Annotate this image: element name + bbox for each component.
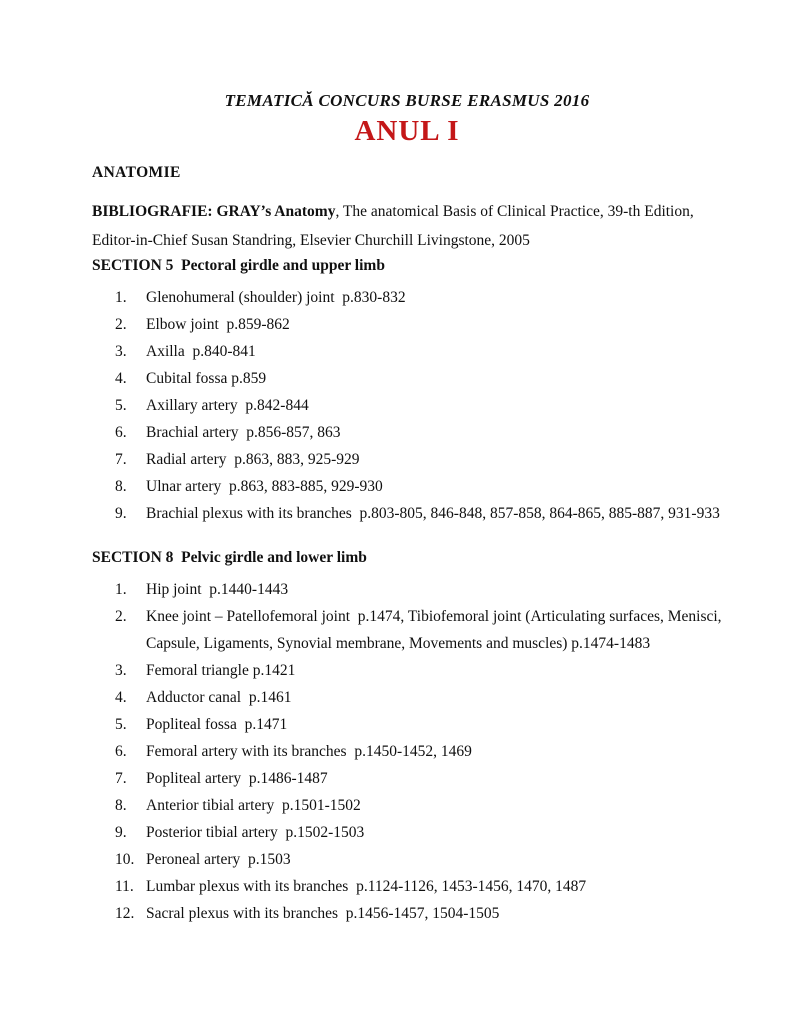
list-item bbox=[92, 657, 722, 684]
list-item-number: 9. bbox=[115, 505, 127, 522]
list-item-number: 9. bbox=[115, 824, 127, 841]
list-item bbox=[92, 819, 722, 846]
list-item-text: Glenohumeral (shoulder) joint p.830-832 bbox=[146, 289, 406, 306]
list-item bbox=[92, 900, 722, 927]
list-item-number: 3. bbox=[115, 662, 127, 679]
list-item-number: 4. bbox=[115, 689, 127, 706]
list-item bbox=[92, 392, 722, 419]
list-item-text: Femoral artery with its branches p.1450-1452, 1469 bbox=[146, 743, 472, 760]
section-heading: SECTION 5 Pectoral girdle and upper limb bbox=[92, 257, 385, 274]
list-item bbox=[92, 684, 722, 711]
list-item-number: 12. bbox=[115, 905, 135, 922]
year-heading: ANUL I bbox=[354, 115, 460, 147]
list-item-text: Posterior tibial artery p.1502-1503 bbox=[146, 824, 365, 841]
list-item-number: 8. bbox=[115, 478, 127, 495]
list-item-number: 5. bbox=[115, 716, 127, 733]
list-item bbox=[92, 365, 722, 392]
list-item bbox=[92, 311, 722, 338]
list-item-text: Cubital fossa p.859 bbox=[146, 370, 267, 387]
list-item bbox=[92, 284, 722, 311]
list-item-number: 10. bbox=[115, 851, 135, 868]
list-item-number: 8. bbox=[115, 797, 127, 814]
list-item-text: Femoral triangle p.1421 bbox=[146, 662, 296, 679]
list-item-text: Knee joint – Patellofemoral joint p.1474, Tibiofemoral joint (Articulating surfaces, Menisci, Capsule, Ligaments, Synovial membrane, Movements and muscles) p.1474-1483 bbox=[146, 608, 726, 652]
list-item bbox=[92, 419, 722, 446]
list-item-text: Elbow joint p.859-862 bbox=[146, 316, 290, 333]
list-item-text: Brachial artery p.856-857, 863 bbox=[146, 424, 341, 441]
list-item-number: 6. bbox=[115, 743, 127, 760]
sections-container bbox=[92, 257, 726, 927]
list-item-number: 4. bbox=[115, 370, 127, 387]
subject-heading: ANATOMIE bbox=[92, 164, 181, 181]
list-item bbox=[92, 473, 722, 500]
list-item-text: Radial artery p.863, 883, 925-929 bbox=[146, 451, 360, 468]
list-item-text: Popliteal artery p.1486-1487 bbox=[146, 770, 328, 787]
list-item bbox=[92, 603, 726, 657]
list-item-number: 7. bbox=[115, 770, 127, 787]
list-item-text: Anterior tibial artery p.1501-1502 bbox=[146, 797, 361, 814]
list-item bbox=[92, 738, 722, 765]
bibliography-lead: BIBLIOGRAFIE: GRAY’s Anatomy bbox=[92, 203, 336, 220]
list-item-number: 5. bbox=[115, 397, 127, 414]
list-item-number: 1. bbox=[115, 581, 127, 598]
list-item bbox=[92, 576, 722, 603]
section-heading: SECTION 8 Pelvic girdle and lower limb bbox=[92, 549, 367, 566]
list-item-number: 11. bbox=[115, 878, 134, 895]
bibliography-paragraph bbox=[92, 197, 722, 255]
list-item bbox=[92, 500, 722, 527]
list-item-text: Lumbar plexus with its branches p.1124-1126, 1453-1456, 1470, 1487 bbox=[146, 878, 587, 895]
list-item-number: 3. bbox=[115, 343, 127, 360]
list-item bbox=[92, 765, 722, 792]
list-item bbox=[92, 846, 722, 873]
list-item-text: Axillary artery p.842-844 bbox=[146, 397, 309, 414]
bibliography-rest: , The anatomical Basis of Clinical Practice, 39-th Edition, Editor-in-Chief Susan Standring, Elsevier Churchill Livingstone, 2005 bbox=[92, 203, 694, 249]
list-item bbox=[92, 792, 722, 819]
list-item bbox=[92, 446, 722, 473]
list-item-text: Brachial plexus with its branches p.803-805, 846-848, 857-858, 864-865, 885-887, 931-933 bbox=[146, 505, 720, 522]
list-item-text: Axilla p.840-841 bbox=[146, 343, 256, 360]
list-item-number: 2. bbox=[115, 316, 127, 333]
list-item-text: Popliteal fossa p.1471 bbox=[146, 716, 288, 733]
list-item-text: Adductor canal p.1461 bbox=[146, 689, 292, 706]
list-item-text: Peroneal artery p.1503 bbox=[146, 851, 291, 868]
list-item-number: 6. bbox=[115, 424, 127, 441]
list-item-number: 2. bbox=[115, 608, 127, 625]
list-item-text: Ulnar artery p.863, 883-885, 929-930 bbox=[146, 478, 383, 495]
document-title: TEMATICĂ CONCURS BURSE ERASMUS 2016 bbox=[224, 91, 590, 110]
list-item-number: 1. bbox=[115, 289, 127, 306]
list-item-text: Hip joint p.1440-1443 bbox=[146, 581, 289, 598]
section-list bbox=[92, 284, 722, 527]
list-item-text: Sacral plexus with its branches p.1456-1457, 1504-1505 bbox=[146, 905, 500, 922]
list-item bbox=[92, 338, 722, 365]
list-item bbox=[92, 711, 722, 738]
list-item bbox=[92, 873, 722, 900]
section-list bbox=[92, 576, 726, 927]
list-item-number: 7. bbox=[115, 451, 127, 468]
